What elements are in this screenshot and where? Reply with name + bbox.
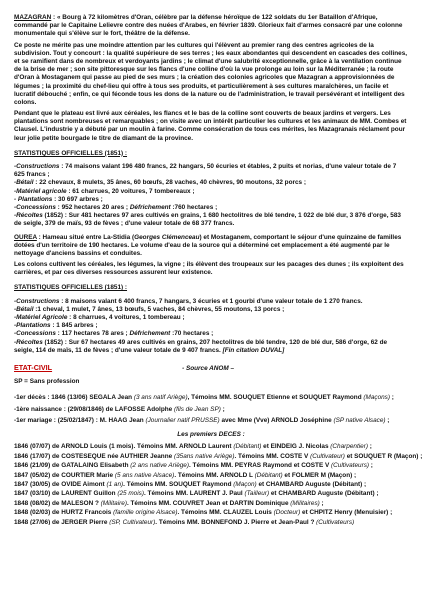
stats2-heading: STATISTIQUES OFFICIELLES (1851) :: [14, 284, 128, 292]
source-note: - Source ANOM –: [182, 364, 235, 372]
stats1-line: -Bétail : 22 chevaux, 8 mulets, 35 ânes, 60 bœufs, 28 vaches, 40 chèvres, 90 moutons, 32 porcs ;: [14, 179, 306, 187]
stats1-heading: STATISTIQUES OFFICIELLES (1851) :: [14, 149, 128, 157]
mazagran-label: MAZAGRAN: [14, 14, 52, 21]
deces-heading: Les premiers DECES :: [177, 430, 245, 438]
stats2-line: -Constructions : 8 maisons valant 6 400 francs, 7 hangars, 3 écuries et 1 gourbi d'une valeur totale de 1 270 francs.: [14, 297, 363, 305]
deces-list: [14, 443, 423, 525]
stats2-line: -Récoltes (1852) : Sur 67 hectares 49 ares cultivés en grains, 207 hectolitres de blé tendre, 120 de blé dur, 586 d'orge, 62 de seigle, 114 de maïs, 11 de fèves ; d'une valeur totale de 9 407 francs. [Fin citation DUVAL]: [14, 338, 388, 354]
deces-entry: 1848 (08/02) de MALESON ? (Militaire). Témoins MM. COUVRET Jean et DARTIN Dominique (Militaires) ;: [14, 499, 324, 507]
stats1-line: -Matériel agricole : 61 charrues, 20 voitures, 7 tombereaux ;: [14, 187, 195, 195]
stats1-line: -Récoltes (1852) : Sur 481 hectares 97 ares cultivés en grains, 1 680 hectolitres de blé tendre, 1 022 de blé dur, 3 876 d'orge, 583 de seigle, 379 de maïs, 93 de fèves ; d'une valeur totale de 68 377 francs.: [14, 212, 401, 228]
deces-entry: 1848 (27/06) de JERGER Pierre (SP, Cultivateur). Témoins MM. BONNEFOND J. Pierre et Jean-Paul ? (Cultivateurs): [14, 518, 355, 525]
sp-note: SP = Sans profession: [14, 378, 80, 386]
deces-entry: 1846 (17/07) de COSTESEQUE née AUTHIER Jeanne (35ans native Ariège). Témoins MM. COSTE V (Cultivateur) et SOUQUET R (Maçon) ;: [14, 452, 423, 460]
ourea-para2: Les colons cultivent les céréales, les légumes, la vigne ; ils élèvent des troupeaux sur les pacages des dunes ; ils exploitent des carrières, et par ces diverses ressources assurent leur existence.: [14, 261, 404, 277]
etat-civil-header: [14, 363, 408, 373]
first-event: -1ère naissance : (29/08/1846) de LAFOSSE Adolphe (fils de Jean SP) ;: [14, 405, 225, 413]
stats2-line: -Matériel Agricole : 8 charrues, 4 voitures, 1 tombereau ;: [14, 314, 185, 321]
deces-entry: 1846 (07/07) de ARNOLD Louis (1 mois). Témoins MM. ARNOLD Laurent (Débitant) et EINDEIG J. Nicolas (Charpentier) ;: [14, 443, 372, 451]
mazagran-para3: Pendant que le plateau est livré aux céréales, les flancs et le bas de la colline sont couverts de beaux jardins et vergers. Les plantations sont nombreuses et remarquables ; on visite avec un intérêt particulier les cultures et les animaux de MM. Combes et Clausel. L'industrie y a débuté par un moulin à farine. Comme consécration de tous ces mérites, les Mazagranais réclament pour leur jolie petite bourgade le titre de diamant de la province.: [14, 110, 407, 142]
deces-entry: 1847 (30/05) de OVIDE Aimont (1 an). Témoins MM. SOUQUET Raymond (Maçon) et CHAMBARD Auguste (Débitant) ;: [14, 481, 367, 488]
deces-entry: 1846 (21/09) de GATALAING Elisabeth (2 ans native Ariège). Témoins MM. PEYRAS Raymond et COSTE V (Cultivateurs) ;: [14, 462, 373, 470]
ourea-label: OUREA: [14, 233, 37, 241]
stats2-line: -Concessions : 117 hectares 78 ares ; Défrichement :70 hectares ;: [14, 330, 214, 338]
ourea-para1: OUREA : Hameau situé entre La-Stidia (Georges Clémenceau) et Mostaganem, comportant le séjour d'une quinzaine de familles dotées d'un territoire de 190 hectares. Le volume d'eau de la source qui a déterminé cet emplacement a été augmenté par le nettoyage d'anciens bassins et conduites.: [14, 233, 402, 257]
deces-entry: 1848 (02/03) de HURTZ Francois (famille origine Alsace). Témoins MM. CLAUZEL Louis (Docteur) et CHPITZ Henry (Menuisier) ;: [14, 509, 393, 517]
stats2-line: -Bétail :1 cheval, 1 mulet, 7 ânes, 13 bœufs, 5 vaches, 84 chèvres, 55 moutons, 13 porcs ;: [14, 305, 285, 313]
stats1-line: -Concessions : 952 hectares 20 ares ; Défrichement :760 hectares ;: [14, 203, 218, 211]
mazagran-intro: [14, 14, 408, 39]
stats1-line: -Constructions : 74 maisons valant 196 480 francs, 22 hangars, 50 écuries et étables, 2 puits et norias, d'une valeur totale de 7 625 francs ;: [14, 163, 397, 179]
mazagran-para1: : « Bourg à 72 kilomètres d'Oran, célèbre par la défense héroïque de 122 soldats du 1er Bataillon d'Afrique, commandé par le Capitaine Lelievre contre des nuées d'Arabes, en février 1839. Glorieux fait d'armes consacré par une colonne monumentale qui s'élève sur le fort, théâtre de la défense.: [14, 14, 403, 38]
etat-civil-title: ETAT-CIVIL: [14, 362, 53, 372]
stats1-list: [14, 163, 408, 229]
mazagran-para2: Ce poste ne mérite pas une moindre attention par les cultures qui l'élèvent au premier rang des centres agricoles de la subdivision. Tout y concourt : la qualité supérieure de ses terres ; les eaux abondantes qui descendent en cascades des collines, et se ramifient dans de nombreux et verdoyants jardins ; le climat d'une salubrité exceptionnelle, grâce à la ventilation continue de la brise de mer ; son site pittoresque sur les flancs d'une colline d'où la vue prolonge au loin sur la Méditerranée ; la route d'Oran à Mostaganem qui passe au pied de ses murs ; la création des colonies agricoles que Mazagran a approvisionnées de légumes ; la proximité du chef-lieu qui offre à tous ses produits, et particulièrement à ses cultures maraîchères, un facile et lucratif débouché ; enfin, ce qui féconde tous les dons de la nature ou de l'administration, le travail persévérant et intelligent des colons.: [14, 41, 408, 106]
first-event: -1er décès : 1846 (13/06) SEGALA Jean (3 ans natif Ariège), Témoins MM. SOUQUET Etienne et SOUQUET Raymond (Maçons) ;: [14, 394, 394, 402]
first-event: -1er mariage : (25/02/1847) : M. HAAG Jean (Journalier natif PRUSSE) avec Mme (Vve) ARNOLD Joséphine (SP native Alsace) ;: [14, 416, 390, 424]
deces-entry: 1847 (05/02) de COURTIER Marie (5 ans native Alsace). Témoins MM. ARNOLD L (Débitant) et FOLMER M (Maçon) ;: [14, 471, 357, 479]
stats1-line: - Plantations : 30 697 arbres ;: [14, 195, 103, 203]
stats2-list: [14, 298, 408, 355]
deces-entry: 1847 (03/10) de LAURENT Guillon (25 mois). Témoins MM. LAURENT J. Paul (Tailleur) et CHAMBARD Auguste (Débitant) ;: [14, 490, 379, 498]
stats2-line: -Plantations : 1 845 arbres ;: [14, 322, 98, 330]
